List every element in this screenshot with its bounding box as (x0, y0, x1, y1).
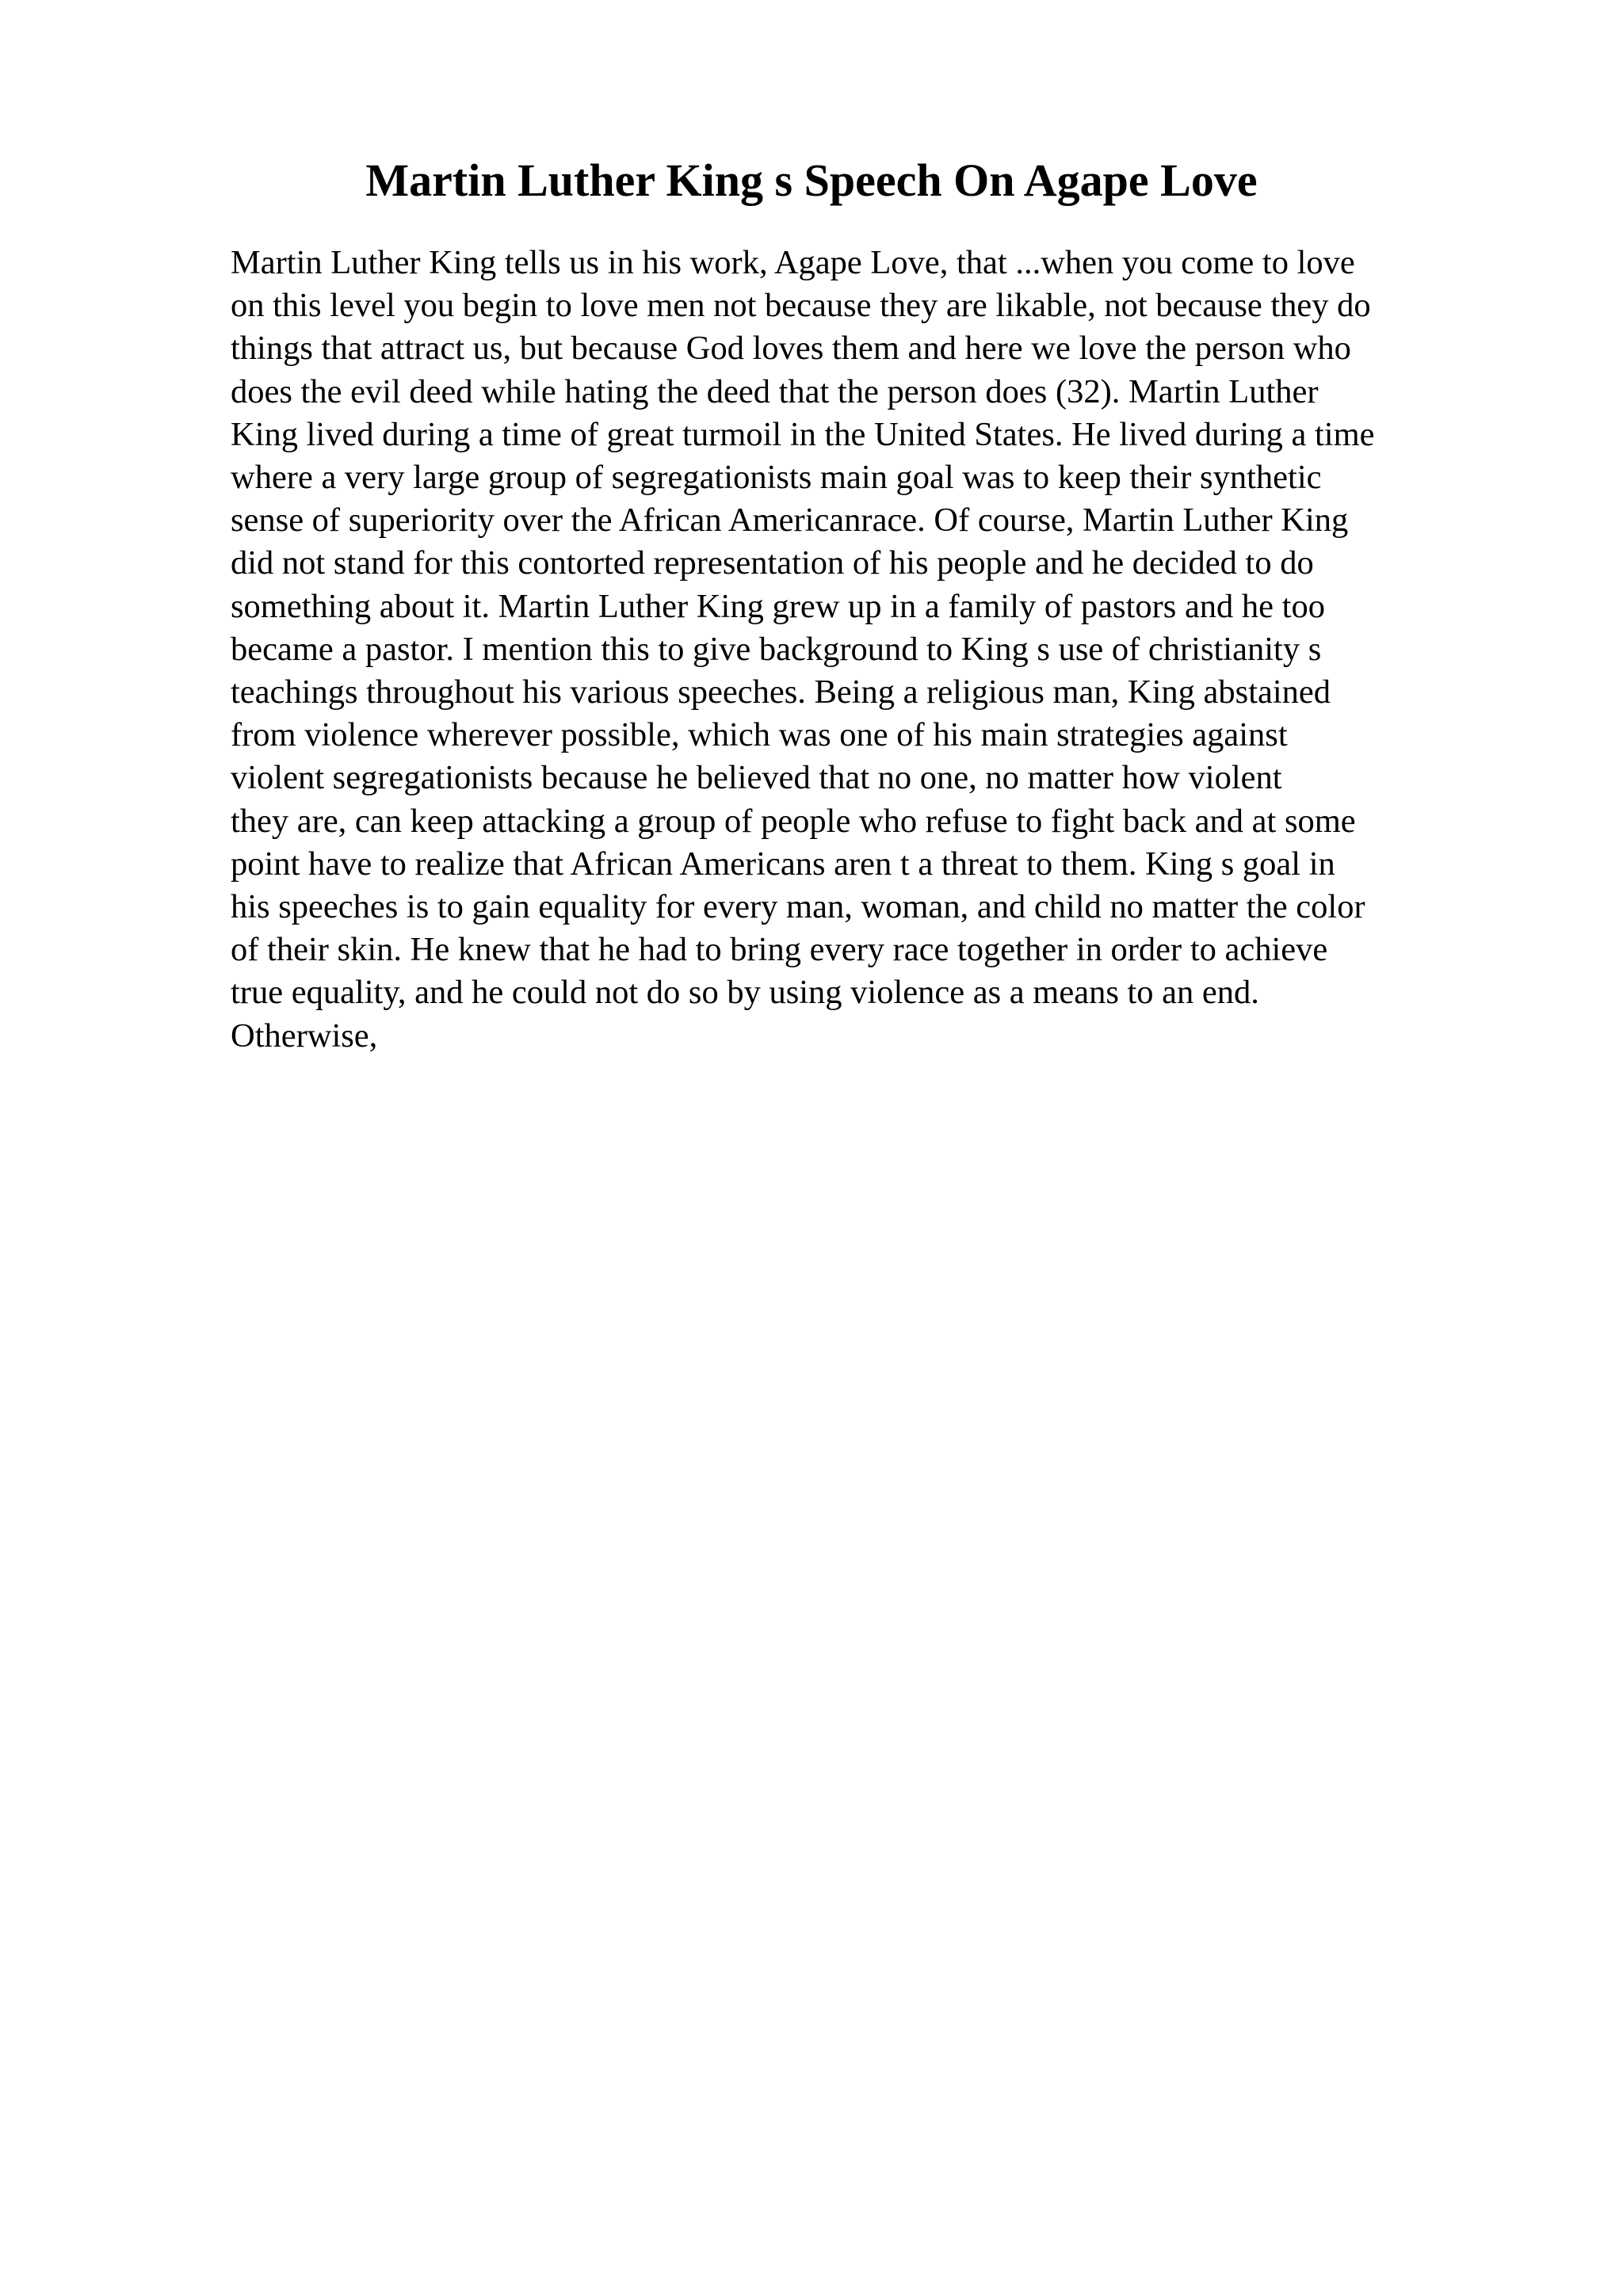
text-line: became a pastor. I mention this to give background to King s use of christianity s (231, 630, 1322, 668)
text-line: Martin Luther King tells us in his work, Agape Love, that ...when you come to love (231, 244, 1355, 281)
text-line: they are, can keep attacking a group of people who refuse to fight back and at some (231, 802, 1356, 840)
text-line: something about it. Martin Luther King grew up in a family of pastors and he too (231, 587, 1325, 625)
text-line: does the evil deed while hating the deed that the person does (32). Martin Luther (231, 372, 1319, 410)
text-line: his speeches is to gain equality for every man, woman, and child no matter the color (231, 888, 1365, 926)
text-line: Otherwise, (231, 1016, 378, 1055)
text-line: point have to realize that African Americans aren t a threat to them. King s goal in (231, 845, 1335, 883)
body-paragraph (231, 242, 1514, 1058)
text-line: things that attract us, but because God loves them and here we love the person who (231, 330, 1351, 368)
text-line: violent segregationists because he believed that no one, no matter how violent (231, 759, 1282, 797)
text-line: true equality, and he could not do so by using violence as a means to an end. (231, 974, 1259, 1012)
document-title: Martin Luther King s Speech On Agape Love (365, 154, 1258, 206)
text-line: did not stand for this contorted representation of his people and he decided to do (231, 544, 1314, 582)
text-line: King lived during a time of great turmoil in the United States. He lived during a time (231, 415, 1375, 453)
text-line: on this level you begin to love men not because they are likable, not because they do (231, 287, 1371, 325)
text-line: from violence wherever possible, which was one of his main strategies against (231, 716, 1288, 754)
text-line: of their skin. He knew that he had to bring every race together in order to achieve (231, 931, 1328, 969)
text-line: where a very large group of segregationists main goal was to keep their synthetic (231, 459, 1322, 497)
text-line: sense of superiority over the African Americanrace. Of course, Martin Luther King (231, 502, 1349, 540)
text-line: teachings throughout his various speeches. Being a religious man, King abstained (231, 673, 1331, 711)
